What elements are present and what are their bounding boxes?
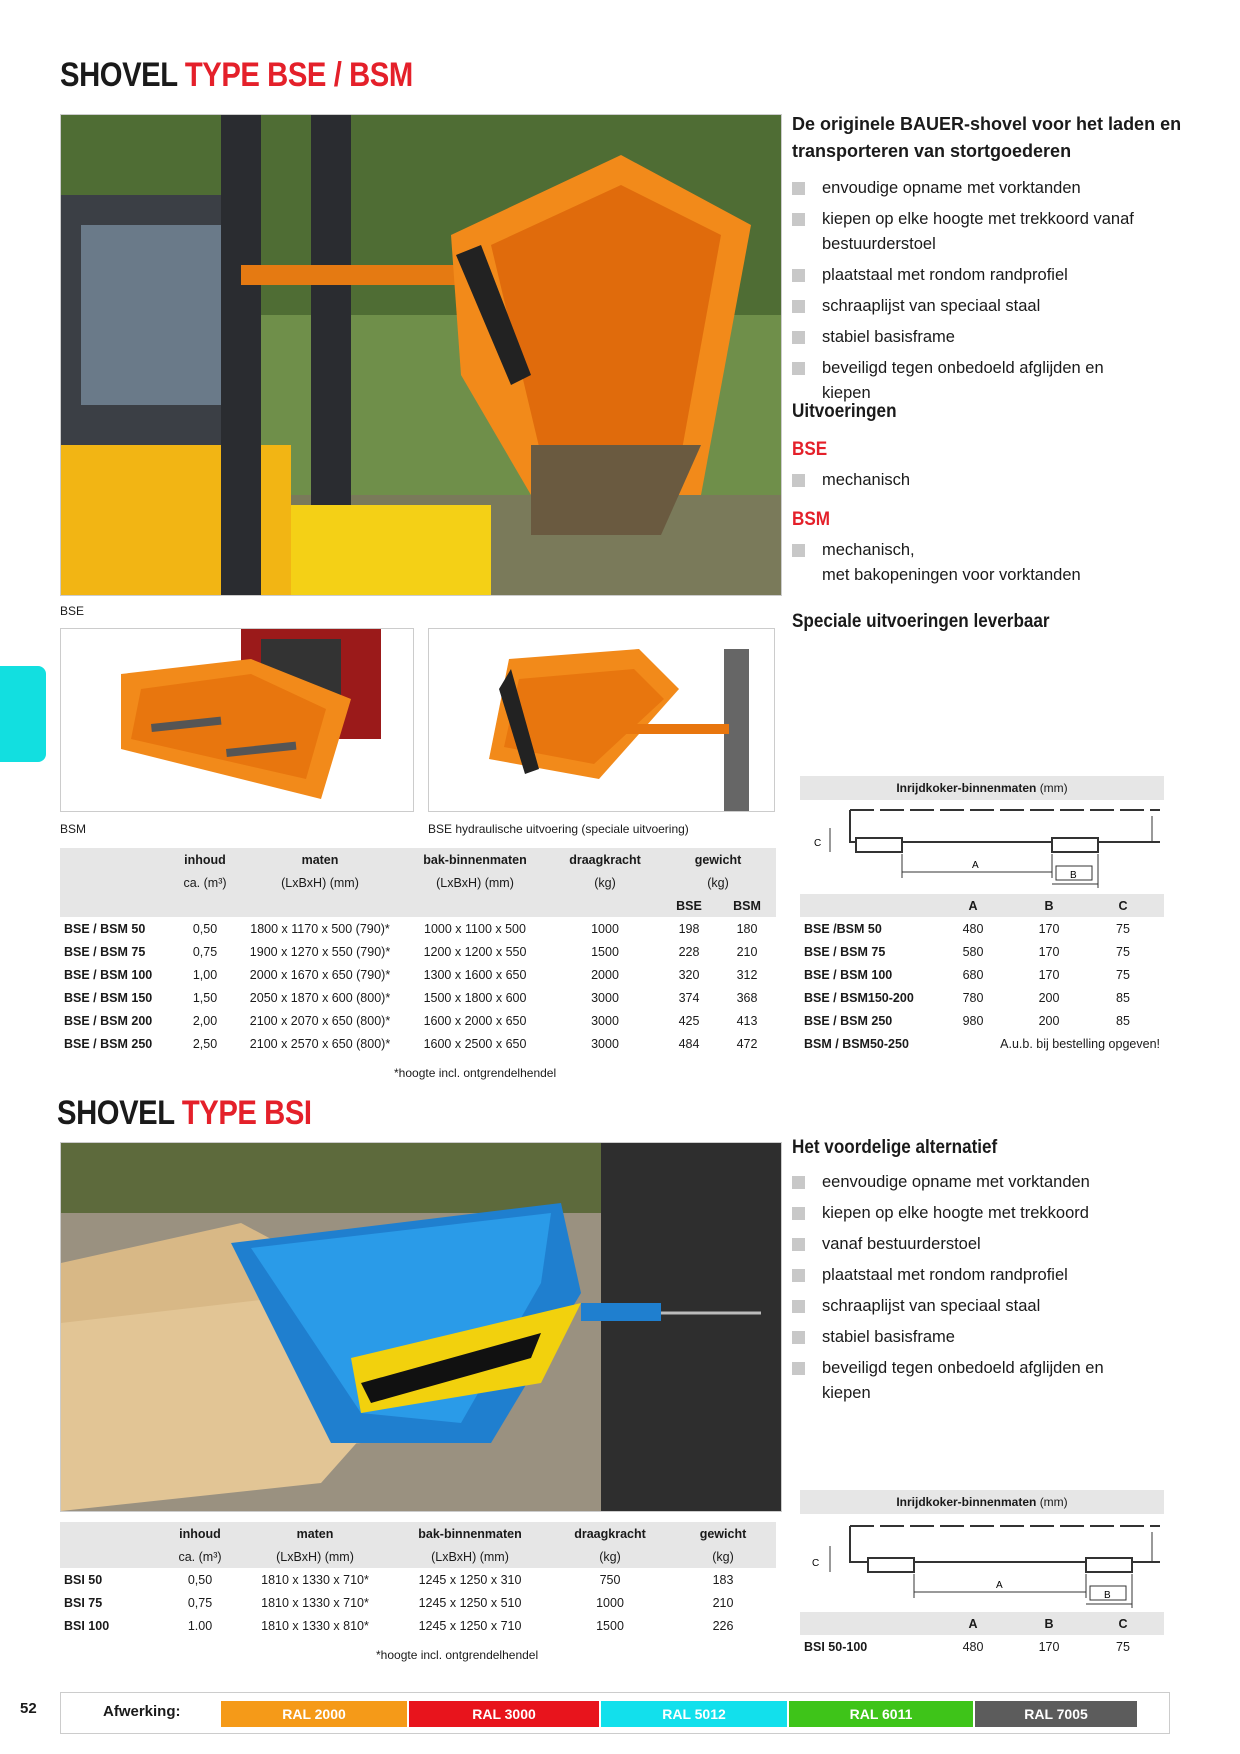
bse-intro-heading: De originele BAUER-shovel voor het laden en transporteren van stortgoederen [792,114,1182,161]
feature-item: stabiel basisframe [792,325,1152,350]
table-header-row: ca. (m³) (LxBxH) (mm) (LxBxH) (mm) (kg) (kg) [60,871,776,894]
ral-2000-swatch: RAL 2000 [221,1701,407,1727]
bsm-version-list [792,538,1152,594]
bullet-square-icon [792,474,805,487]
bsi-main-photo [60,1142,782,1512]
table-row: BSM / BSM50-250 A.u.b. bij bestelling opgeven! [804,1036,1160,1051]
dim-c-letter: C [812,1558,820,1569]
table-header-row: ca. (m³) (LxBxH) (mm) (LxBxH) (mm) (kg) (kg) [60,1545,776,1568]
versions-heading: Uitvoeringen [792,401,897,422]
ral-3000-swatch: RAL 3000 [409,1701,599,1727]
title-red: TYPE BSI [181,1094,312,1132]
table-row: BSE / BSM 75 580 170 75 [804,944,1130,959]
feature-item: envoudige opname met vorktanden [792,176,1152,201]
feature-item: beveiligd tegen onbedoeld afglijden en kiepen [792,1356,1152,1406]
table-header-row: inhoud maten bak-binnenmaten draagkracht gewicht [60,1522,776,1545]
feature-item: kiepen op elke hoogte met trekkoord [792,1201,1152,1226]
finish-label: Afwerking: [103,1703,181,1720]
bse-dimension-header: Inrijdkoker-binnenmaten (mm) [800,776,1164,800]
bullet-square-icon [792,300,805,313]
bullet-square-icon [792,1331,805,1344]
version-item: mechanisch, [792,538,1152,563]
page-title-bse [60,56,413,95]
bullet-square-icon [792,182,805,195]
dim-b-letter: B [1070,870,1077,881]
dim-a-letter: A [972,860,979,871]
dim-b-letter: B [1104,1590,1111,1601]
bse-dimension-table [800,894,1164,1055]
table-row: BSE / BSM 50 0,50 1800 x 1170 x 500 (790)* 1000 x 1100 x 500 1000 198 180 [64,921,758,936]
ral-5012-swatch: RAL 5012 [601,1701,787,1727]
feature-item: schraaplijst van speciaal staal [792,1294,1152,1319]
bse-feature-list [792,176,1152,412]
bullet-square-icon [792,213,805,226]
version-item-continued: met bakopeningen voor vorktanden [822,566,1081,584]
photo-caption-bse: BSE [60,604,85,618]
table-header-row: A B C [800,1612,1164,1635]
bse-main-photo [60,114,782,596]
bullet-square-icon [792,1238,805,1251]
table-row: BSI 100 1.00 1810 x 1330 x 810* 1245 x 1250 x 710 1500 226 [64,1618,734,1633]
bse-footnote: *hoogte incl. ontgrendelhendel [394,1066,557,1080]
table-row: BSE / BSM 250 2,50 2100 x 2570 x 650 (800)* 1600 x 2500 x 650 3000 484 472 [64,1036,758,1051]
table-header-row: inhoud maten bak-binnenmaten draagkracht gewicht [60,848,776,871]
bse-spec-table [60,848,776,1055]
feature-item: plaatstaal met rondom randprofiel [792,263,1152,288]
table-row: BSE / BSM 100 680 170 75 [804,967,1130,982]
bsi-dimension-header: Inrijdkoker-binnenmaten (mm) [800,1490,1164,1514]
feature-item: plaatstaal met rondom randprofiel [792,1263,1152,1288]
bsi-dimension-table [800,1612,1164,1658]
bullet-square-icon [792,1207,805,1220]
title-black: SHOVEL [60,56,178,94]
dim-a-letter: A [996,1580,1003,1591]
table-row: BSI 50-100 480 170 75 [804,1639,1130,1654]
table-header-row: BSE BSM [60,894,776,917]
table-row: BSE / BSM 100 1,00 2000 x 1670 x 650 (790)* 1300 x 1600 x 650 2000 320 312 [64,967,758,982]
version-item: mechanisch [792,468,1152,493]
ral-7005-swatch: RAL 7005 [975,1701,1137,1727]
table-header-row: A B C [800,894,1164,917]
bullet-square-icon [792,362,805,375]
photo-caption-bsm: BSM [60,822,87,836]
bse-version-list [792,468,1152,499]
bse-version-label: BSE [792,439,828,460]
table-row: BSE / BSM 150 1,50 2050 x 1870 x 600 (800)* 1500 x 1800 x 600 3000 374 368 [64,990,758,1005]
bsi-intro-heading: Het voordelige alternatief [792,1137,998,1158]
bsm-photo [60,628,414,812]
feature-item: stabiel basisframe [792,1325,1152,1350]
ral-6011-swatch: RAL 6011 [789,1701,973,1727]
table-row: BSE / BSM 250 980 200 85 [804,1013,1130,1028]
title-black: SHOVEL [57,1094,175,1132]
dim-c-letter: C [814,838,822,849]
bse-hydraulic-photo [428,628,775,812]
finish-bar [60,1692,1170,1734]
bullet-square-icon [792,1362,805,1375]
bsm-version-label: BSM [792,509,831,530]
table-row: BSI 50 0,50 1810 x 1330 x 710* 1245 x 1250 x 310 750 183 [64,1572,734,1587]
table-row: BSI 75 0,75 1810 x 1330 x 710* 1245 x 1250 x 510 1000 210 [64,1595,734,1610]
bsi-spec-table [60,1522,776,1637]
feature-item: eenvoudige opname met vorktanden [792,1170,1152,1195]
bullet-square-icon [792,1269,805,1282]
bullet-square-icon [792,1176,805,1189]
special-versions-heading: Speciale uitvoeringen leverbaar [792,611,1050,632]
feature-item: vanaf bestuurderstoel [792,1232,1152,1257]
section-tab-marker [0,666,46,762]
table-row: BSE /BSM 50 480 170 75 [804,921,1130,936]
title-red: TYPE BSE / BSM [184,56,413,94]
photo-caption-hydraulic: BSE hydraulische uitvoering (speciale uitvoering) [428,822,689,836]
feature-item: beveiligd tegen onbedoeld afglijden en kiepen [792,356,1152,406]
bsi-dimension-diagram [800,1516,1164,1612]
table-row: BSE / BSM150-200 780 200 85 [804,990,1130,1005]
page-number: 52 [20,1700,37,1717]
bullet-square-icon [792,544,805,557]
bullet-square-icon [792,269,805,282]
feature-item: kiepen op elke hoogte met trekkoord vanaf bestuurderstoel [792,207,1152,257]
feature-item: schraaplijst van speciaal staal [792,294,1152,319]
page-title-bsi [57,1094,312,1133]
bullet-square-icon [792,1300,805,1313]
bsi-footnote: *hoogte incl. ontgrendelhendel [376,1648,539,1662]
table-row: BSE / BSM 200 2,00 2100 x 2070 x 650 (800)* 1600 x 2000 x 650 3000 425 413 [64,1013,758,1028]
bsi-feature-list [792,1170,1152,1412]
table-row: BSE / BSM 75 0,75 1900 x 1270 x 550 (790)* 1200 x 1200 x 550 1500 228 210 [64,944,758,959]
bullet-square-icon [792,331,805,344]
bse-dimension-diagram [800,802,1164,892]
